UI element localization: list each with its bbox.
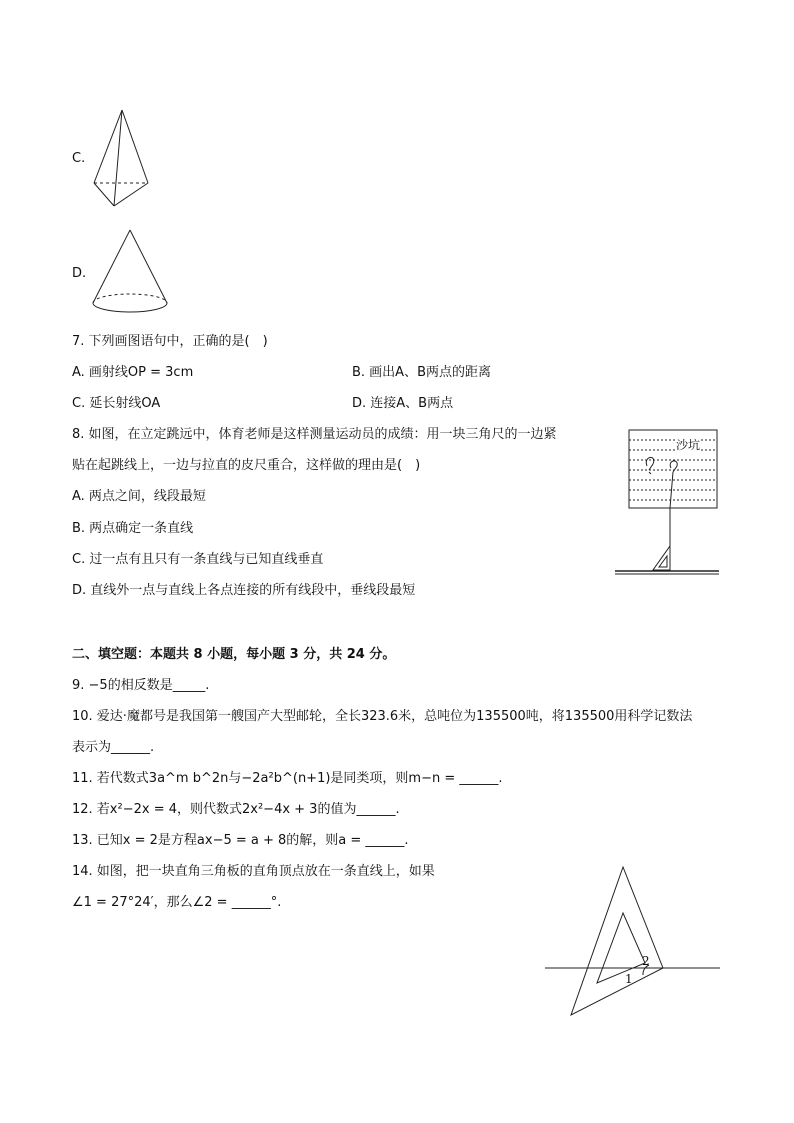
q12-text: 12. 若x²−2x = 4，则代数式2x²−4x + 3的值为______. [72,802,400,817]
q8-option-c: C. 过一点有且只有一条直线与已知直线垂直 [72,552,324,567]
q14-line2: ∠1 = 27°24′，那么∠2 = ______°. [72,895,282,910]
q8-option-d: D. 直线外一点与直线上各点连接的所有线段中，垂线段最短 [72,583,416,598]
q7-option-d: D. 连接A、B两点 [352,396,454,411]
q8-stem-line2: 贴在起跳线上，一边与拉直的皮尺重合，这样做的理由是( ) [72,458,421,473]
q8-stem-line1: 8. 如图，在立定跳远中，体育老师是这样测量运动员的成绩：用一块三角尺的一边紧 [72,427,557,442]
option-c-label: C. [72,151,86,166]
option-d-label: D. [72,266,87,281]
q8-option-b: B. 两点确定一条直线 [72,521,194,536]
set-square-figure [545,865,725,1020]
q11-text: 11. 若代数式3a^m b^2n与−2a²b^(n+1)是同类项，则m−n = ______. [72,771,503,786]
q10-line1: 10. 爱达·魔都号是我国第一艘国产大型邮轮，全长323.6米，总吨位为135500吨，将135500用科学记数法 [72,709,693,724]
q8-option-a: A. 两点之间，线段最短 [72,489,206,504]
q7-option-a: A. 画射线OP = 3cm [72,365,194,380]
q13-text: 13. 已知x = 2是方程ax−5 = a + 8的解，则a = ______. [72,833,409,848]
pyramid-figure [92,108,152,208]
angle-2-label: 2 [642,954,650,968]
q7-option-b: B. 画出A、B两点的距离 [352,365,491,380]
q7-option-c: C. 延长射线OA [72,396,161,411]
angle-1-label: 1 [625,972,633,986]
cone-figure [90,228,170,318]
q7-stem: 7. 下列画图语句中，正确的是( ) [72,334,268,349]
long-jump-figure [613,428,723,578]
q14-line1: 14. 如图，把一块直角三角板的直角顶点放在一条直线上，如果 [72,864,435,879]
sandpit-label: 沙坑 [676,438,701,452]
section-2-heading: 二、填空题：本题共 8 小题，每小题 3 分，共 24 分。 [72,647,396,662]
q10-line2: 表示为______. [72,740,155,755]
q9-text: 9. −5的相反数是_____. [72,678,210,693]
